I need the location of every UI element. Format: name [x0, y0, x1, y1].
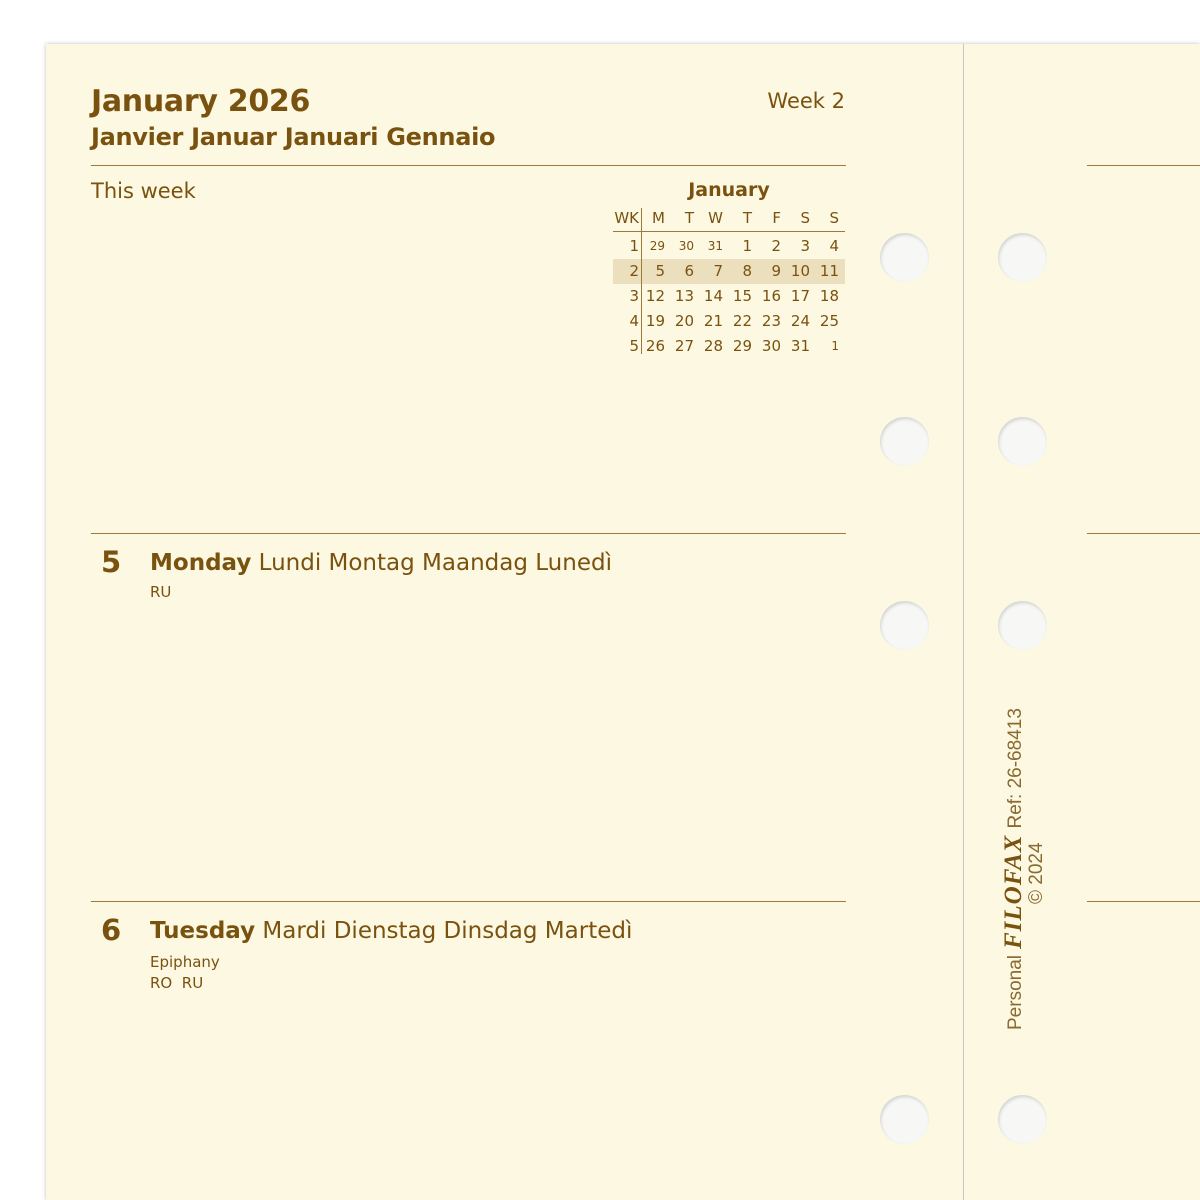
week-number-cell: 2 — [629, 262, 639, 280]
calendar-week-row — [613, 309, 845, 334]
calendar-header-cell: S — [800, 209, 810, 227]
calendar-day-cell: 11 — [819, 262, 839, 280]
week-number-cell: 4 — [629, 312, 639, 330]
week-number-label: Week 2 — [767, 89, 845, 113]
calendar-day-cell: 28 — [703, 337, 723, 355]
calendar-week-row — [613, 334, 845, 359]
tuesday-note-holiday: Epiphany — [150, 953, 220, 971]
right-page-header-rule — [1087, 165, 1200, 166]
calendar-day-cell: 26 — [645, 337, 665, 355]
calendar-day-cell: 30 — [678, 239, 694, 253]
month-title: January 2026 — [91, 84, 311, 119]
punch-hole — [880, 1095, 929, 1144]
tuesday-rule — [91, 901, 846, 902]
page-fold-line — [963, 44, 964, 1200]
monday-name: Monday — [150, 550, 252, 576]
mini-calendar — [613, 206, 845, 359]
brand-logo: FILOFAX — [1000, 834, 1027, 949]
tuesday-name: Tuesday — [150, 918, 256, 944]
calendar-day-cell: 16 — [761, 287, 781, 305]
calendar-day-cell: 25 — [819, 312, 839, 330]
calendar-header-cell: S — [829, 209, 839, 227]
punch-hole — [880, 417, 929, 466]
calendar-day-cell: 30 — [761, 337, 781, 355]
calendar-day-cell: 9 — [771, 262, 781, 280]
mini-calendar-header — [613, 206, 845, 232]
header-rule — [91, 165, 846, 166]
calendar-day-cell: 1 — [831, 339, 839, 353]
mini-calendar-week-divider — [641, 208, 642, 354]
calendar-day-cell: 24 — [790, 312, 810, 330]
calendar-week-row — [613, 234, 845, 259]
punch-hole — [998, 1095, 1047, 1144]
mini-calendar-month: January — [688, 179, 770, 201]
right-page-rule — [1087, 901, 1200, 902]
punch-hole — [880, 601, 929, 650]
calendar-day-cell: 1 — [742, 237, 752, 255]
calendar-day-cell: 27 — [674, 337, 694, 355]
product-size: Personal — [1005, 955, 1026, 1030]
tuesday-day-name — [150, 918, 632, 944]
monday-rule — [91, 533, 846, 534]
calendar-day-cell: 4 — [829, 237, 839, 255]
calendar-header-cell: T — [684, 209, 694, 227]
monday-translations: Lundi Montag Maandag Lunedì — [258, 550, 612, 576]
tuesday-date-number: 6 — [101, 913, 122, 947]
calendar-day-cell: 29 — [649, 239, 665, 253]
this-week-label: This week — [91, 179, 196, 203]
calendar-header-cell: T — [742, 209, 752, 227]
calendar-day-cell: 13 — [674, 287, 694, 305]
week-number-cell: 3 — [629, 287, 639, 305]
monday-day-name — [150, 550, 612, 576]
monday-date-number: 5 — [101, 545, 122, 579]
calendar-day-cell: 6 — [684, 262, 694, 280]
calendar-header-cell: F — [772, 209, 781, 227]
calendar-week-row — [613, 284, 845, 309]
monday-note: RU — [150, 583, 172, 601]
calendar-day-cell: 22 — [732, 312, 752, 330]
calendar-day-cell: 20 — [674, 312, 694, 330]
calendar-header-cell: M — [652, 209, 665, 227]
calendar-day-cell: 17 — [790, 287, 810, 305]
calendar-day-cell: 14 — [703, 287, 723, 305]
tuesday-note-regions: RO RU — [150, 974, 204, 992]
punch-hole — [880, 233, 929, 282]
calendar-day-cell: 21 — [703, 312, 723, 330]
punch-hole — [998, 601, 1047, 650]
calendar-day-cell: 10 — [790, 262, 810, 280]
calendar-day-cell: 23 — [761, 312, 781, 330]
calendar-week-row-current — [613, 259, 845, 284]
tuesday-translations: Mardi Dienstag Dinsdag Martedì — [262, 918, 633, 944]
punch-hole — [998, 233, 1047, 282]
calendar-header-cell: WK — [614, 209, 639, 227]
calendar-day-cell: 15 — [732, 287, 752, 305]
product-imprint — [1000, 708, 1048, 1030]
calendar-day-cell: 19 — [645, 312, 665, 330]
calendar-day-cell: 31 — [790, 337, 810, 355]
calendar-day-cell: 5 — [655, 262, 665, 280]
product-ref: Ref: 26-68413 — [1005, 708, 1026, 829]
calendar-day-cell: 29 — [732, 337, 752, 355]
calendar-day-cell: 18 — [819, 287, 839, 305]
calendar-day-cell: 2 — [771, 237, 781, 255]
calendar-header-cell: W — [708, 209, 723, 227]
calendar-day-cell: 12 — [645, 287, 665, 305]
week-number-cell: 5 — [629, 337, 639, 355]
punch-hole — [998, 417, 1047, 466]
calendar-day-cell: 8 — [742, 262, 752, 280]
month-translations: Janvier Januar Januari Gennaio — [91, 123, 496, 151]
right-page-rule — [1087, 533, 1200, 534]
calendar-day-cell: 31 — [707, 239, 723, 253]
calendar-day-cell: 7 — [713, 262, 723, 280]
copyright: © 2024 — [1026, 842, 1047, 904]
calendar-day-cell: 3 — [800, 237, 810, 255]
week-number-cell: 1 — [629, 237, 639, 255]
